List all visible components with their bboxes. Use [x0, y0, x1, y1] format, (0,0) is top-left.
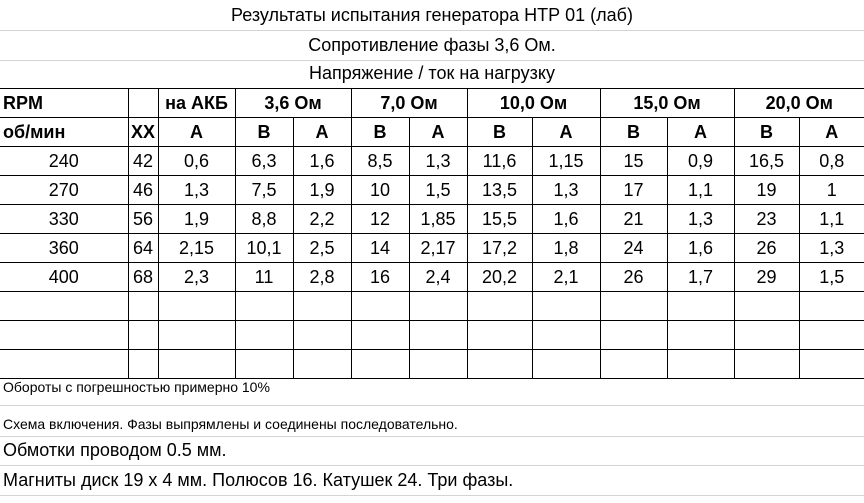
- table-cell: 19: [734, 176, 799, 205]
- xx-cell: [128, 321, 158, 350]
- table-cell: 1,3: [158, 176, 235, 205]
- sub-header: В: [600, 118, 667, 147]
- table-cell: [667, 292, 734, 321]
- note-winding-wire: Обмотки проводом 0.5 мм.: [3, 440, 227, 460]
- table-cell: 1,6: [293, 147, 351, 176]
- table-cell: [467, 292, 532, 321]
- sub-header: В: [734, 118, 799, 147]
- table-cell: 17: [600, 176, 667, 205]
- table-cell: 14: [351, 234, 409, 263]
- table-cell: [600, 350, 667, 379]
- table-cell: 1,85: [409, 205, 467, 234]
- xx-cell: [128, 292, 158, 321]
- table-cell: 2,17: [409, 234, 467, 263]
- table-cell: [409, 350, 467, 379]
- table-cell: 1,1: [799, 205, 864, 234]
- table-cell: 23: [734, 205, 799, 234]
- table-cell: [293, 292, 351, 321]
- table-cell: 15: [600, 147, 667, 176]
- sub-header: В: [235, 118, 293, 147]
- table-cell: [734, 292, 799, 321]
- table-cell: [293, 321, 351, 350]
- rpm-unit-header: об/мин: [0, 118, 128, 147]
- table-cell: [799, 350, 864, 379]
- table-cell: 17,2: [467, 234, 532, 263]
- note-rpm-accuracy: Обороты с погрешностью примерно 10%: [3, 379, 270, 395]
- table-cell: 26: [734, 234, 799, 263]
- table-cell: 1,6: [532, 205, 600, 234]
- table-cell: 29: [734, 263, 799, 292]
- table-cell: 1,8: [532, 234, 600, 263]
- table-cell: 1,3: [532, 176, 600, 205]
- table-cell: [532, 292, 600, 321]
- table-cell: 1,15: [532, 147, 600, 176]
- note-wiring-scheme: Схема включения. Фазы выпрямлены и соединены последовательно.: [3, 416, 458, 432]
- table-cell: [467, 321, 532, 350]
- table-cell: [532, 350, 600, 379]
- title-voltage-current: Напряжение / ток на нагрузку: [309, 63, 555, 83]
- table-cell: 1,1: [667, 176, 734, 205]
- table-cell: 1,7: [667, 263, 734, 292]
- table-cell: 1,5: [409, 176, 467, 205]
- rpm-cell: 330: [0, 205, 128, 234]
- table-cell: 16,5: [734, 147, 799, 176]
- empty-row: [0, 321, 864, 350]
- table-cell: [351, 292, 409, 321]
- xx-cell: 68: [128, 263, 158, 292]
- rpm-cell: 400: [0, 263, 128, 292]
- table-cell: 8,8: [235, 205, 293, 234]
- table-cell: 13,5: [467, 176, 532, 205]
- table-cell: 10: [351, 176, 409, 205]
- xx-header: ХХ: [128, 118, 158, 147]
- table-cell: 0,8: [799, 147, 864, 176]
- table-cell: [467, 350, 532, 379]
- table-cell: 1,9: [158, 205, 235, 234]
- table-row: [0, 176, 864, 205]
- group-10-0-ohm: 10,0 Ом: [467, 89, 600, 118]
- table-cell: [600, 321, 667, 350]
- table-cell: [409, 321, 467, 350]
- table-cell: 24: [600, 234, 667, 263]
- table-cell: [235, 292, 293, 321]
- rpm-cell: 240: [0, 147, 128, 176]
- group-20-0-ohm: 20,0 Ом: [734, 89, 864, 118]
- table-cell: [235, 350, 293, 379]
- table-cell: [158, 321, 235, 350]
- rpm-header: RPM: [0, 89, 128, 118]
- table-cell: [734, 350, 799, 379]
- table-cell: 2,2: [293, 205, 351, 234]
- table-cell: [667, 321, 734, 350]
- table-row: [0, 205, 864, 234]
- table-cell: 16: [351, 263, 409, 292]
- table-cell: [799, 321, 864, 350]
- sub-header: А: [293, 118, 351, 147]
- table-cell: 10,1: [235, 234, 293, 263]
- table-cell: 1,3: [799, 234, 864, 263]
- row-divider: [0, 495, 864, 496]
- title-resistance: Сопротивление фазы 3,6 Ом.: [0, 31, 864, 61]
- rpm-cell: [0, 350, 128, 379]
- table-cell: 2,8: [293, 263, 351, 292]
- table-row: [0, 263, 864, 292]
- xx-cell: 46: [128, 176, 158, 205]
- table-cell: 2,15: [158, 234, 235, 263]
- table-row: [0, 147, 864, 176]
- title-main: Результаты испытания генератора НТР 01 (лаб): [0, 1, 864, 31]
- rpm-cell: [0, 321, 128, 350]
- table-cell: 1,9: [293, 176, 351, 205]
- group-3-6-ohm: 3,6 Ом: [235, 89, 351, 118]
- table-cell: 1,3: [667, 205, 734, 234]
- rpm-cell: 360: [0, 234, 128, 263]
- table-cell: [532, 321, 600, 350]
- table-cell: 8,5: [351, 147, 409, 176]
- table-cell: 0,6: [158, 147, 235, 176]
- table-cell: 6,3: [235, 147, 293, 176]
- sub-header: А: [409, 118, 467, 147]
- table-cell: [235, 321, 293, 350]
- xx-cell: [128, 350, 158, 379]
- table-cell: 1,6: [667, 234, 734, 263]
- table-row: [0, 234, 864, 263]
- table-cell: 12: [351, 205, 409, 234]
- table-cell: 2,1: [532, 263, 600, 292]
- row-divider: [0, 405, 864, 406]
- xx-header-blank: [128, 89, 158, 118]
- row-divider: [0, 436, 864, 437]
- table-cell: 2,4: [409, 263, 467, 292]
- table-cell: [667, 350, 734, 379]
- table-cell: 11,6: [467, 147, 532, 176]
- table-cell: 1: [799, 176, 864, 205]
- table-cell: [158, 292, 235, 321]
- xx-cell: 64: [128, 234, 158, 263]
- data-rows: [0, 147, 864, 379]
- table-cell: 0,9: [667, 147, 734, 176]
- table-cell: 1,3: [409, 147, 467, 176]
- empty-row: [0, 292, 864, 321]
- sub-header: В: [351, 118, 409, 147]
- results-table: [0, 88, 864, 379]
- table-cell: [409, 292, 467, 321]
- table-cell: 26: [600, 263, 667, 292]
- group-akb: на АКБ: [158, 89, 235, 118]
- sub-header: А: [799, 118, 864, 147]
- note-magnets: Магниты диск 19 х 4 мм. Полюсов 16. Катушек 24. Три фазы.: [3, 470, 514, 490]
- header-row-2: [0, 118, 864, 147]
- table-cell: [293, 350, 351, 379]
- table-cell: 7,5: [235, 176, 293, 205]
- table-cell: [600, 292, 667, 321]
- sub-header: А: [667, 118, 734, 147]
- table-cell: 11: [235, 263, 293, 292]
- table-cell: 20,2: [467, 263, 532, 292]
- table-cell: [734, 321, 799, 350]
- table-cell: 1,5: [799, 263, 864, 292]
- sub-header: А: [158, 118, 235, 147]
- table-cell: 2,5: [293, 234, 351, 263]
- xx-cell: 56: [128, 205, 158, 234]
- table-cell: [351, 321, 409, 350]
- rpm-cell: 270: [0, 176, 128, 205]
- table-cell: 2,3: [158, 263, 235, 292]
- table-cell: [351, 350, 409, 379]
- table-cell: 15,5: [467, 205, 532, 234]
- group-7-0-ohm: 7,0 Ом: [351, 89, 467, 118]
- table-cell: [158, 350, 235, 379]
- row-divider: [0, 465, 864, 466]
- empty-row: [0, 350, 864, 379]
- sub-header: В: [467, 118, 532, 147]
- group-15-0-ohm: 15,0 Ом: [600, 89, 734, 118]
- sub-header: А: [532, 118, 600, 147]
- table-cell: 21: [600, 205, 667, 234]
- table-cell: [799, 292, 864, 321]
- xx-cell: 42: [128, 147, 158, 176]
- rpm-cell: [0, 292, 128, 321]
- header-row-1: [0, 89, 864, 118]
